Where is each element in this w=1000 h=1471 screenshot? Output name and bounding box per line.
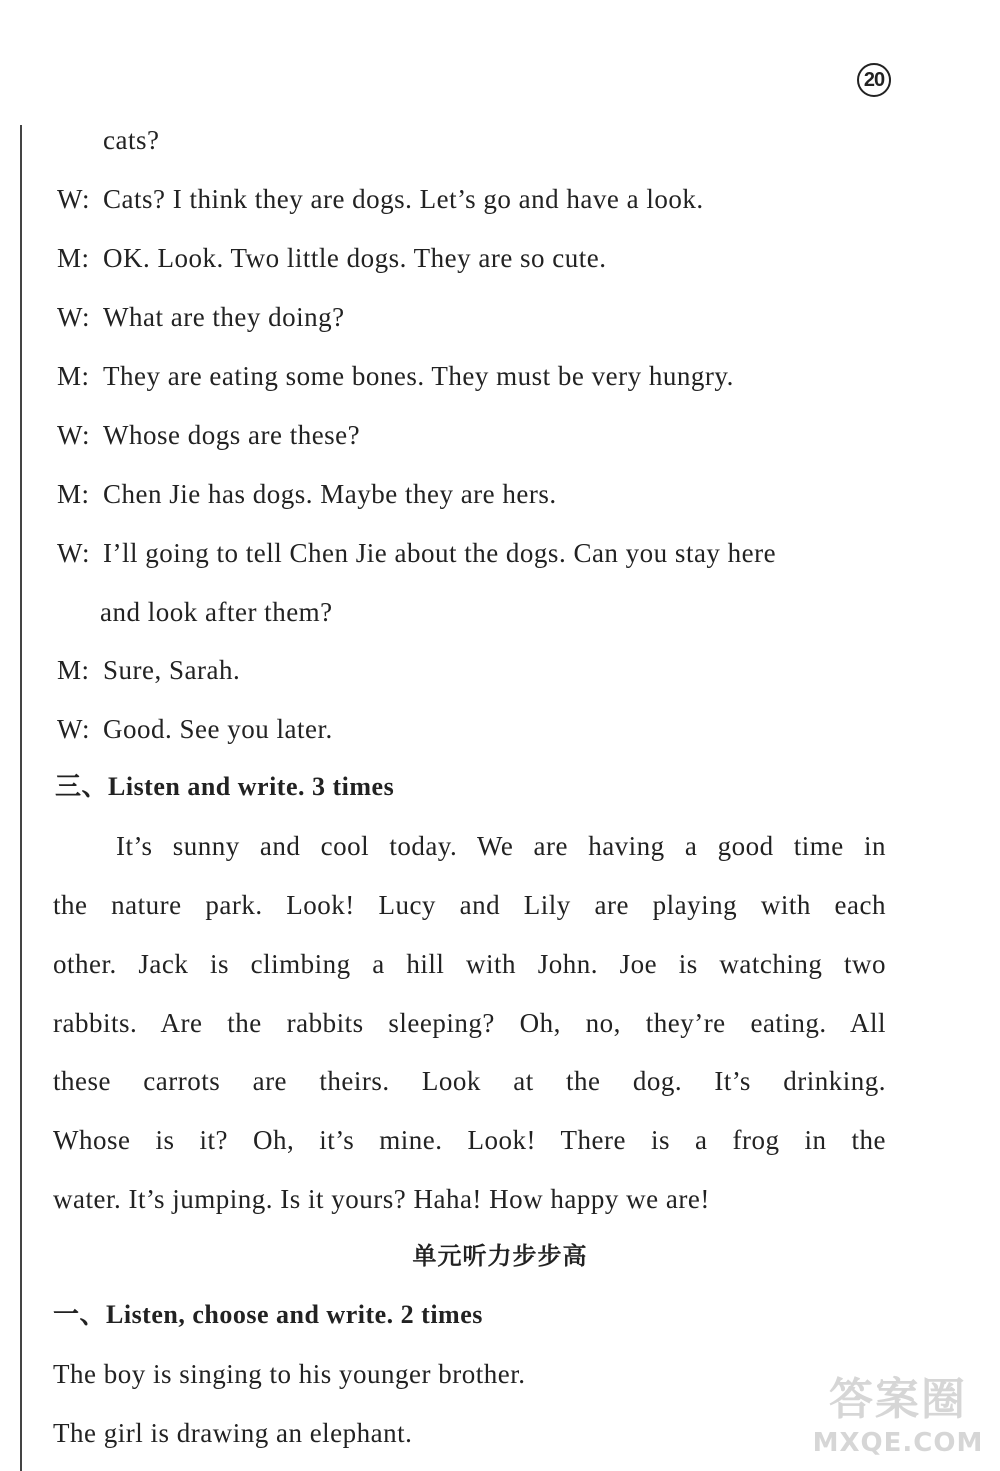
dialogue-text: They are eating some bones. They must be very hungry.: [103, 361, 734, 391]
dialogue-text: What are they doing?: [103, 302, 345, 332]
dialogue-line: [57, 417, 360, 453]
dialogue-text: and look after them?: [100, 597, 333, 627]
section-heading-listen-and-write: 三、Listen and write. 3 times: [55, 772, 395, 801]
dialogue-text: I’ll going to tell Chen Jie about the dogs. Can you stay here: [103, 538, 777, 568]
dialogue-text: cats?: [103, 125, 160, 155]
watermark-logo-text: 答案圈: [829, 1374, 967, 1425]
dialogue-text: Sure, Sarah.: [103, 655, 241, 685]
dialogue-line: [57, 240, 607, 276]
speaker-label: M:: [57, 361, 90, 391]
dialogue-text: Cats? I think they are dogs. Let’s go and have a look.: [103, 184, 704, 214]
paragraph-line: Whose is it? Oh, it’s mine. Look! There is a frog in the: [53, 1125, 886, 1155]
dialogue-text: Good. See you later.: [103, 714, 333, 744]
dialogue-line: [57, 181, 704, 217]
speaker-label: M:: [57, 655, 90, 685]
speaker-label: M:: [57, 479, 90, 509]
dialogue-line: [100, 594, 333, 630]
dialogue-line: [103, 122, 159, 158]
paragraph-line: rabbits. Are the rabbits sleeping? Oh, no, they’re eating. All: [53, 1008, 886, 1038]
dialogue-line: [57, 358, 734, 394]
paragraph-line: other. Jack is climbing a hill with John. Joe is watching two: [53, 949, 886, 979]
dialogue-line: [57, 535, 776, 571]
unit-title: 单元听力步步高: [412, 1242, 588, 1270]
paragraph-line: the nature park. Look! Lucy and Lily are playing with each: [53, 890, 886, 920]
speaker-label: W:: [57, 714, 90, 744]
dialogue-line: [57, 711, 333, 747]
dialogue-text: OK. Look. Two little dogs. They are so cute.: [103, 243, 607, 273]
speaker-label: W:: [57, 538, 90, 568]
speaker-label: W:: [57, 420, 90, 450]
exercise-line: The boy is singing to his younger brother.: [53, 1359, 526, 1389]
paragraph-line: these carrots are theirs. Look at the dog. It’s drinking.: [53, 1066, 886, 1096]
paragraph-line: water. It’s jumping. Is it yours? Haha! How happy we are!: [53, 1184, 710, 1214]
watermark: [808, 1372, 988, 1464]
speaker-label: M:: [57, 243, 90, 273]
speaker-label: W:: [57, 302, 90, 332]
dialogue-line: [57, 299, 345, 335]
page-number: 20: [857, 63, 891, 97]
speaker-label: W:: [57, 184, 90, 214]
section-heading-listen-choose-write: 一、Listen, choose and write. 2 times: [53, 1300, 483, 1329]
dialogue-text: Whose dogs are these?: [103, 420, 361, 450]
paragraph-line: It’s sunny and cool today. We are having a good time in: [116, 831, 886, 861]
watermark-url: MXQE.COM: [812, 1428, 984, 1458]
dialogue-line: [57, 652, 240, 688]
exercise-line: The girl is drawing an elephant.: [53, 1418, 413, 1448]
dialogue-text: Chen Jie has dogs. Maybe they are hers.: [103, 479, 557, 509]
dialogue-line: [57, 476, 557, 512]
